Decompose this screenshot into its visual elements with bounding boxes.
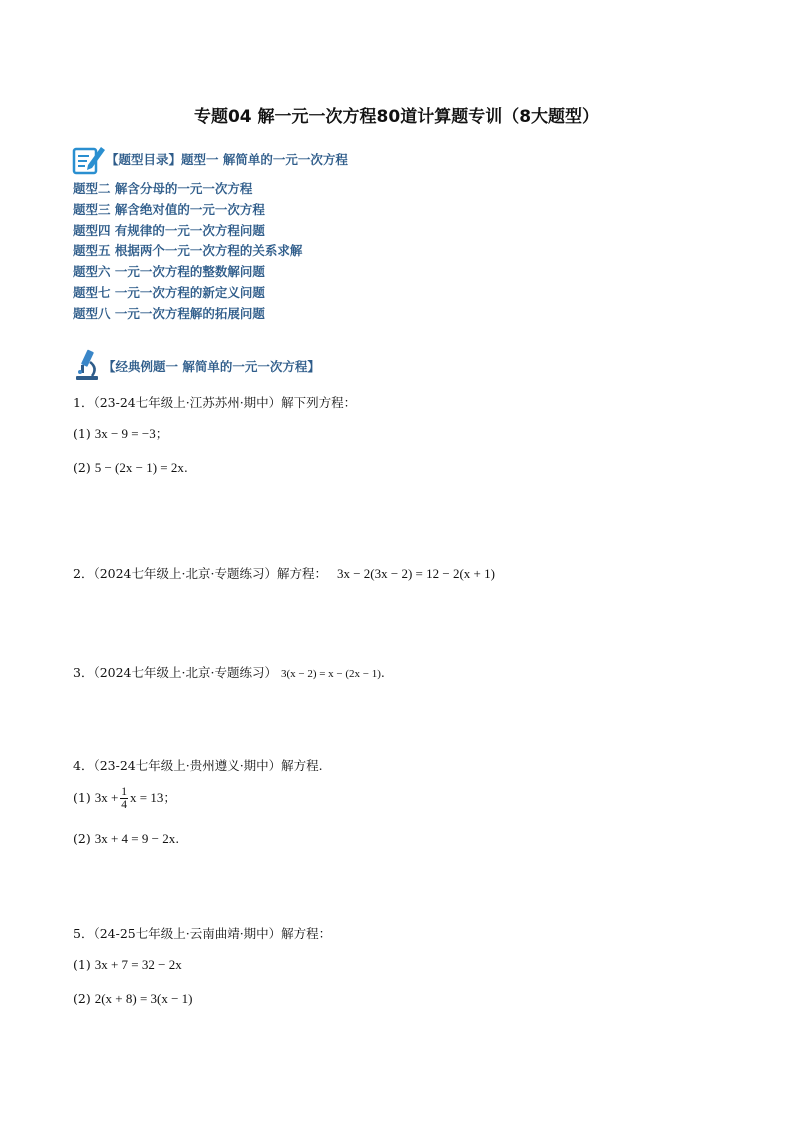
question-4-part-2 — [73, 831, 179, 847]
punct: . — [183, 460, 188, 475]
toc-item: 题型八 一元一次方程解的拓展问题 — [73, 305, 265, 321]
question-5-part-2 — [73, 991, 193, 1007]
microscope-icon — [72, 348, 102, 382]
part-label: (1) — [73, 957, 91, 972]
question-5-stem: 5．（24-25七年级上·云南曲靖·期中）解方程： — [73, 926, 332, 941]
equation: 3x + 7 = 32 − 2x — [94, 957, 182, 972]
question-3-stem: 3．（2024七年级上·北京·专题练习） — [73, 665, 277, 680]
equation: 5 − (2x − 1) = 2x — [94, 460, 184, 475]
toc-item: 题型七 一元一次方程的新定义问题 — [73, 284, 265, 300]
question-5-part-1 — [73, 957, 182, 973]
equation: 2(x + 8) = 3(x − 1) — [94, 991, 193, 1006]
question-3 — [73, 665, 385, 682]
fraction — [120, 786, 128, 811]
equation: 3x + 4 = 9 − 2x — [94, 831, 176, 846]
toc-header: 【题型目录】题型一 解简单的一元一次方程 — [106, 152, 348, 167]
part-label: (2) — [73, 460, 91, 475]
question-4-part-1 — [73, 786, 176, 811]
punct: . — [175, 831, 180, 846]
toc-item: 题型四 有规律的一元一次方程问题 — [73, 222, 265, 238]
question-1-stem: 1．（23-24七年级上·江苏苏州·期中）解下列方程： — [73, 395, 357, 410]
toc-list — [73, 179, 302, 325]
equation: 3x − 2(3x − 2) = 12 − 2(x + 1) — [336, 566, 495, 581]
page-title: 专题04 解一元一次方程80道计算题专训（8大题型） — [193, 107, 600, 127]
punct: . — [380, 665, 385, 680]
question-2-stem: 2．（2024七年级上·北京·专题练习）解方程： — [73, 566, 327, 581]
part-label: (2) — [73, 831, 91, 846]
question-2 — [73, 566, 495, 582]
punct: ； — [155, 426, 169, 441]
equation-lhs: 3x + — [94, 790, 119, 805]
toc-item: 题型六 一元一次方程的整数解问题 — [73, 264, 265, 280]
question-1-part-1 — [73, 426, 168, 442]
toc-item: 题型二 解含分母的一元一次方程 — [73, 181, 253, 196]
question-4-stem: 4．（23-24七年级上·贵州遵义·期中）解方程. — [73, 758, 323, 773]
punct: ； — [163, 790, 176, 805]
toc-item: 题型五 根据两个一元一次方程的关系求解 — [73, 243, 303, 259]
part-label: (1) — [73, 426, 91, 441]
part-label: (2) — [73, 991, 91, 1006]
toc-item: 题型三 解含绝对值的一元一次方程 — [73, 201, 265, 217]
numerator: 1 — [121, 786, 128, 798]
part-label: (1) — [73, 790, 91, 805]
equation: 3(x − 2) = x − (2x − 1) — [280, 668, 381, 680]
question-1-part-2 — [73, 460, 188, 476]
denominator: 4 — [121, 799, 128, 811]
equation-rhs: x = 13 — [130, 790, 164, 805]
notepad-pencil-icon — [72, 143, 106, 175]
example-header: 【经典例题一 解简单的一元一次方程】 — [103, 359, 320, 374]
equation: 3x − 9 = −3 — [94, 426, 156, 441]
